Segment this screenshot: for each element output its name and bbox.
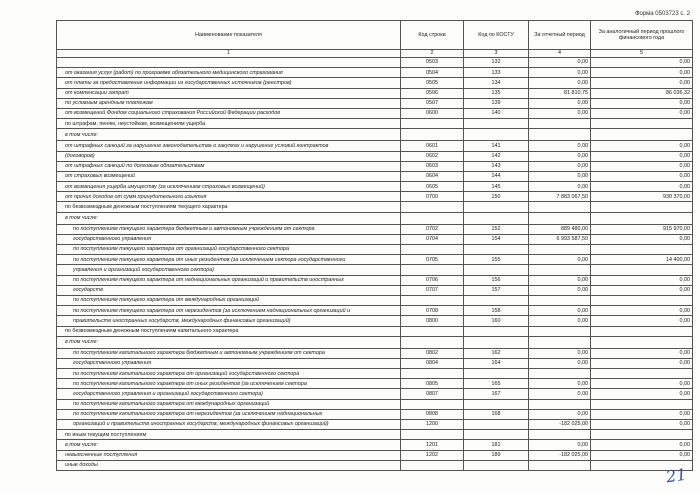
row-code (401, 295, 464, 305)
row-current (529, 202, 591, 212)
row-previous: 0,00 (591, 358, 693, 368)
row-name: управления и организаций государственного сектора) (57, 265, 401, 275)
row-name: по поступлениям текущего характера от международных организаций (57, 295, 401, 305)
row-current: 0,00 (529, 98, 591, 108)
row-previous (591, 326, 693, 336)
row-current: 0,00 (529, 379, 591, 389)
row-kosgu: 132 (464, 58, 529, 68)
table-row (57, 161, 693, 171)
row-code (401, 202, 464, 212)
row-name: по штрафам, пеням, неустойкам, возмещениям ущерба (57, 119, 401, 129)
row-previous: 0,00 (591, 68, 693, 78)
row-code: 0503 (401, 58, 464, 68)
row-code: 0506 (401, 88, 464, 98)
row-code (401, 265, 464, 275)
row-current: 0,00 (529, 108, 591, 118)
row-previous (591, 202, 693, 212)
row-current: 0,00 (529, 389, 591, 399)
row-kosgu: 145 (464, 182, 529, 192)
row-name: по поступлениям капитального характера от нерезидентов (за исключением наднациональных (57, 409, 401, 419)
row-previous: 0,00 (591, 108, 693, 118)
row-name: от компенсации затрат (57, 88, 401, 98)
row-code (401, 460, 464, 470)
row-previous: 0,00 (591, 98, 693, 108)
row-code: 0505 (401, 78, 464, 88)
row-kosgu (464, 460, 529, 470)
row-current (529, 245, 591, 255)
row-code (401, 129, 464, 141)
table-row (57, 265, 693, 275)
row-kosgu: 167 (464, 389, 529, 399)
row-kosgu (464, 399, 529, 409)
row-previous (591, 430, 693, 440)
row-previous (591, 212, 693, 224)
row-kosgu: 181 (464, 440, 529, 450)
table-row (57, 171, 693, 181)
table-row (57, 326, 693, 336)
row-current (529, 336, 591, 348)
table-body (57, 58, 693, 471)
row-kosgu: 150 (464, 192, 529, 202)
row-current: 7 883 067,50 (529, 192, 591, 202)
row-previous: 0,00 (591, 409, 693, 419)
row-kosgu (464, 420, 529, 430)
row-code (401, 119, 464, 129)
row-name: от штрафных санкций по долговым обязательствам (57, 161, 401, 171)
table-row (57, 224, 693, 234)
header-code-kosgu: Код по КОСГУ (464, 21, 529, 50)
row-previous: 0,00 (591, 78, 693, 88)
table-row (57, 440, 693, 450)
row-current: 0,00 (529, 275, 591, 285)
row-kosgu: 152 (464, 224, 529, 234)
table-row (57, 129, 693, 141)
row-current: -182 025,00 (529, 450, 591, 460)
row-kosgu: 164 (464, 358, 529, 368)
row-previous: 0,00 (591, 306, 693, 316)
report-table (56, 20, 693, 471)
row-code: 0602 (401, 151, 464, 161)
row-previous: 0,00 (591, 440, 693, 450)
table-row (57, 295, 693, 305)
row-previous: 0,00 (591, 389, 693, 399)
table-row (57, 399, 693, 409)
table-row (57, 192, 693, 202)
row-code: 0805 (401, 379, 464, 389)
table-row (57, 358, 693, 368)
table-row (57, 108, 693, 118)
row-current: 0,00 (529, 151, 591, 161)
row-previous: 0,00 (591, 151, 693, 161)
row-previous: 0,00 (591, 348, 693, 358)
row-name: от оказания услуг (работ) по программе обязательного медицинского страхования (57, 68, 401, 78)
row-kosgu (464, 119, 529, 129)
row-kosgu: 156 (464, 275, 529, 285)
row-code (401, 369, 464, 379)
index-cell: 4 (529, 50, 591, 58)
row-code: 0601 (401, 141, 464, 151)
table-row (57, 450, 693, 460)
row-code (401, 399, 464, 409)
row-name: по поступлениям капитального характера от международных организаций (57, 399, 401, 409)
row-code: 0706 (401, 275, 464, 285)
handwritten-page-number: 21 (664, 464, 688, 487)
row-name: по поступлениям капитального характера от иных резидентов (за исключением сектора (57, 379, 401, 389)
table-row (57, 255, 693, 265)
row-code: 0808 (401, 409, 464, 419)
row-name: по поступлениям капитального характера бюджетным и автономным учреждениям от сектора (57, 348, 401, 358)
row-code: 1202 (401, 450, 464, 460)
row-name: государственного управления и организаций государственного сектора) (57, 389, 401, 399)
row-current: 0,00 (529, 78, 591, 88)
row-name: по поступлениям текущего характера от наднациональных организаций и правительств иностранных (57, 275, 401, 285)
row-current (529, 129, 591, 141)
row-previous: 0,00 (591, 379, 693, 389)
row-previous: 14 400,00 (591, 255, 693, 265)
row-previous: 0,00 (591, 450, 693, 460)
table-row (57, 369, 693, 379)
row-kosgu: 162 (464, 348, 529, 358)
row-code (401, 336, 464, 348)
row-code (401, 430, 464, 440)
table-row (57, 420, 693, 430)
row-name: в том числе: (57, 129, 401, 141)
row-previous: 0,00 (591, 141, 693, 151)
row-current (529, 295, 591, 305)
table-row (57, 348, 693, 358)
row-code (401, 245, 464, 255)
row-name: от возмещения ущерба имуществу (за исключением страховых возмещений) (57, 182, 401, 192)
row-code: 1200 (401, 420, 464, 430)
row-kosgu: 158 (464, 306, 529, 316)
row-code: 0604 (401, 171, 464, 181)
row-name: по безвозмездным денежным поступлениям капитального характера (57, 326, 401, 336)
row-code: 0704 (401, 234, 464, 244)
table-row (57, 285, 693, 295)
table-row (57, 336, 693, 348)
row-name: по поступлениям текущего характера бюджетным и автономным учреждениям от сектора (57, 224, 401, 234)
row-kosgu (464, 369, 529, 379)
row-name: в том числе: (57, 440, 401, 450)
table-row (57, 389, 693, 399)
row-kosgu (464, 295, 529, 305)
row-current: 0,00 (529, 285, 591, 295)
row-previous: 0,00 (591, 234, 693, 244)
row-previous: 0,00 (591, 275, 693, 285)
row-code: 0507 (401, 98, 464, 108)
row-code (401, 212, 464, 224)
row-code: 0708 (401, 306, 464, 316)
row-name: по поступлениям капитального характера от организаций государственного сектора (57, 369, 401, 379)
row-kosgu: 140 (464, 108, 529, 118)
table-row (57, 78, 693, 88)
row-previous: 0,00 (591, 316, 693, 326)
row-name: государственного управления (57, 358, 401, 368)
table-row (57, 68, 693, 78)
row-kosgu: 141 (464, 141, 529, 151)
table-row (57, 151, 693, 161)
row-current: 0,00 (529, 182, 591, 192)
row-name: по иным текущим поступлениям (57, 430, 401, 440)
row-previous: 0,00 (591, 161, 693, 171)
row-current (529, 460, 591, 470)
row-current: 0,00 (529, 141, 591, 151)
row-current (529, 430, 591, 440)
row-previous: 0,00 (591, 420, 693, 430)
table-row (57, 202, 693, 212)
header-name: Наименование показателя (57, 21, 401, 50)
row-code: 0605 (401, 182, 464, 192)
row-current: 6 993 587,50 (529, 234, 591, 244)
table-row (57, 141, 693, 151)
table-row (57, 430, 693, 440)
table-row (57, 460, 693, 470)
row-code (401, 326, 464, 336)
row-name: от штрафных санкций за нарушение законодательства о закупках и нарушение условий контрактов (57, 141, 401, 151)
row-code: 0802 (401, 348, 464, 358)
row-previous: 0,00 (591, 58, 693, 68)
row-name: по поступлениям текущего характера от иных резидентов (за исключением сектора государственного (57, 255, 401, 265)
row-kosgu: 160 (464, 316, 529, 326)
row-kosgu (464, 430, 529, 440)
row-current: 0,00 (529, 440, 591, 450)
row-kosgu (464, 212, 529, 224)
form-title: Форма 0503723 с. 2 (634, 11, 690, 17)
row-kosgu (464, 336, 529, 348)
row-previous: 930 370,00 (591, 192, 693, 202)
row-kosgu (464, 326, 529, 336)
row-current: 889 480,00 (529, 224, 591, 234)
row-current: 0,00 (529, 306, 591, 316)
row-kosgu: 144 (464, 171, 529, 181)
row-previous (591, 119, 693, 129)
row-current: 0,00 (529, 68, 591, 78)
row-current (529, 119, 591, 129)
row-name: (договоров) (57, 151, 401, 161)
row-current: 0,00 (529, 348, 591, 358)
row-code: 0504 (401, 68, 464, 78)
row-name: от платы за предоставление информации из государственных источников (реестров) (57, 78, 401, 88)
row-kosgu (464, 129, 529, 141)
row-current: 0,00 (529, 58, 591, 68)
row-kosgu: 134 (464, 78, 529, 88)
row-kosgu: 135 (464, 88, 529, 98)
table-row (57, 58, 693, 68)
row-code: 0705 (401, 255, 464, 265)
table-row (57, 98, 693, 108)
row-kosgu: 139 (464, 98, 529, 108)
table-row (57, 245, 693, 255)
table-row (57, 409, 693, 419)
row-kosgu: 189 (464, 450, 529, 460)
row-kosgu: 165 (464, 379, 529, 389)
row-name: в том числе: (57, 336, 401, 348)
row-name: иные доходы (57, 460, 401, 470)
row-previous (591, 369, 693, 379)
row-name: по поступлениям текущего характера от организаций государственного сектора (57, 245, 401, 255)
table-row (57, 182, 693, 192)
row-previous: 0,00 (591, 182, 693, 192)
row-code: 0702 (401, 224, 464, 234)
row-current: 0,00 (529, 358, 591, 368)
row-previous (591, 336, 693, 348)
table-row (57, 88, 693, 98)
row-name (57, 58, 401, 68)
row-kosgu: 133 (464, 68, 529, 78)
row-previous: 0,00 (591, 171, 693, 181)
row-code: 1201 (401, 440, 464, 450)
row-code: 0600 (401, 108, 464, 118)
row-current (529, 369, 591, 379)
row-current: 0,00 (529, 316, 591, 326)
row-current: 0,00 (529, 161, 591, 171)
row-name: государственного управления (57, 234, 401, 244)
row-previous: 0,00 (591, 285, 693, 295)
index-cell: 2 (401, 50, 464, 58)
row-current (529, 212, 591, 224)
table-row (57, 212, 693, 224)
table-row (57, 306, 693, 316)
row-current: 0,00 (529, 171, 591, 181)
row-code: 0807 (401, 389, 464, 399)
row-name: правительств иностранных государств, международных финансовых организаций) (57, 316, 401, 326)
row-current (529, 265, 591, 275)
row-name: по поступлениям текущего характера от нерезидентов (за исключением наднациональных организаций и (57, 306, 401, 316)
row-name: организаций и правительств иностранных государств, международных финансовых организаций) (57, 420, 401, 430)
row-kosgu: 154 (464, 234, 529, 244)
row-current (529, 326, 591, 336)
index-cell: 5 (591, 50, 693, 58)
header-current: За отчетный период (529, 21, 591, 50)
header-code-line: Код строки (401, 21, 464, 50)
row-current: -182 025,00 (529, 420, 591, 430)
row-previous (591, 245, 693, 255)
table-row (57, 316, 693, 326)
row-previous (591, 265, 693, 275)
row-kosgu: 155 (464, 255, 529, 265)
index-cell: 3 (464, 50, 529, 58)
header-previous: За аналогичный период прошлого финансового года (591, 21, 693, 50)
row-previous (591, 399, 693, 409)
row-kosgu (464, 202, 529, 212)
row-kosgu (464, 245, 529, 255)
row-name: в том числе: (57, 212, 401, 224)
row-name: по безвозмездным денежным поступлениям текущего характера (57, 202, 401, 212)
row-previous (591, 129, 693, 141)
row-code: 0700 (401, 192, 464, 202)
row-name: государств (57, 285, 401, 295)
row-current: 81 810,75 (529, 88, 591, 98)
table-row (57, 379, 693, 389)
row-current: 0,00 (529, 409, 591, 419)
row-code: 0707 (401, 285, 464, 295)
table-row (57, 234, 693, 244)
row-code: 0804 (401, 358, 464, 368)
row-kosgu: 143 (464, 161, 529, 171)
row-previous: 86 036,32 (591, 88, 693, 98)
row-name: невыясненные поступления (57, 450, 401, 460)
row-code: 0603 (401, 161, 464, 171)
row-current (529, 399, 591, 409)
row-name: от страховых возмещений (57, 171, 401, 181)
row-name: по условным арендным платежам (57, 98, 401, 108)
row-kosgu: 168 (464, 409, 529, 419)
table-row (57, 275, 693, 285)
row-kosgu: 157 (464, 285, 529, 295)
table-row (57, 119, 693, 129)
row-kosgu: 142 (464, 151, 529, 161)
row-current: 0,00 (529, 255, 591, 265)
row-previous: 915 970,00 (591, 224, 693, 234)
row-kosgu (464, 265, 529, 275)
index-cell: 1 (57, 50, 401, 58)
row-code: 0800 (401, 316, 464, 326)
row-name: от прочих доходов от сумм принудительного изъятия (57, 192, 401, 202)
row-previous (591, 295, 693, 305)
row-name: от возмещений Фондом социального страхования Российской Федерации расходов (57, 108, 401, 118)
